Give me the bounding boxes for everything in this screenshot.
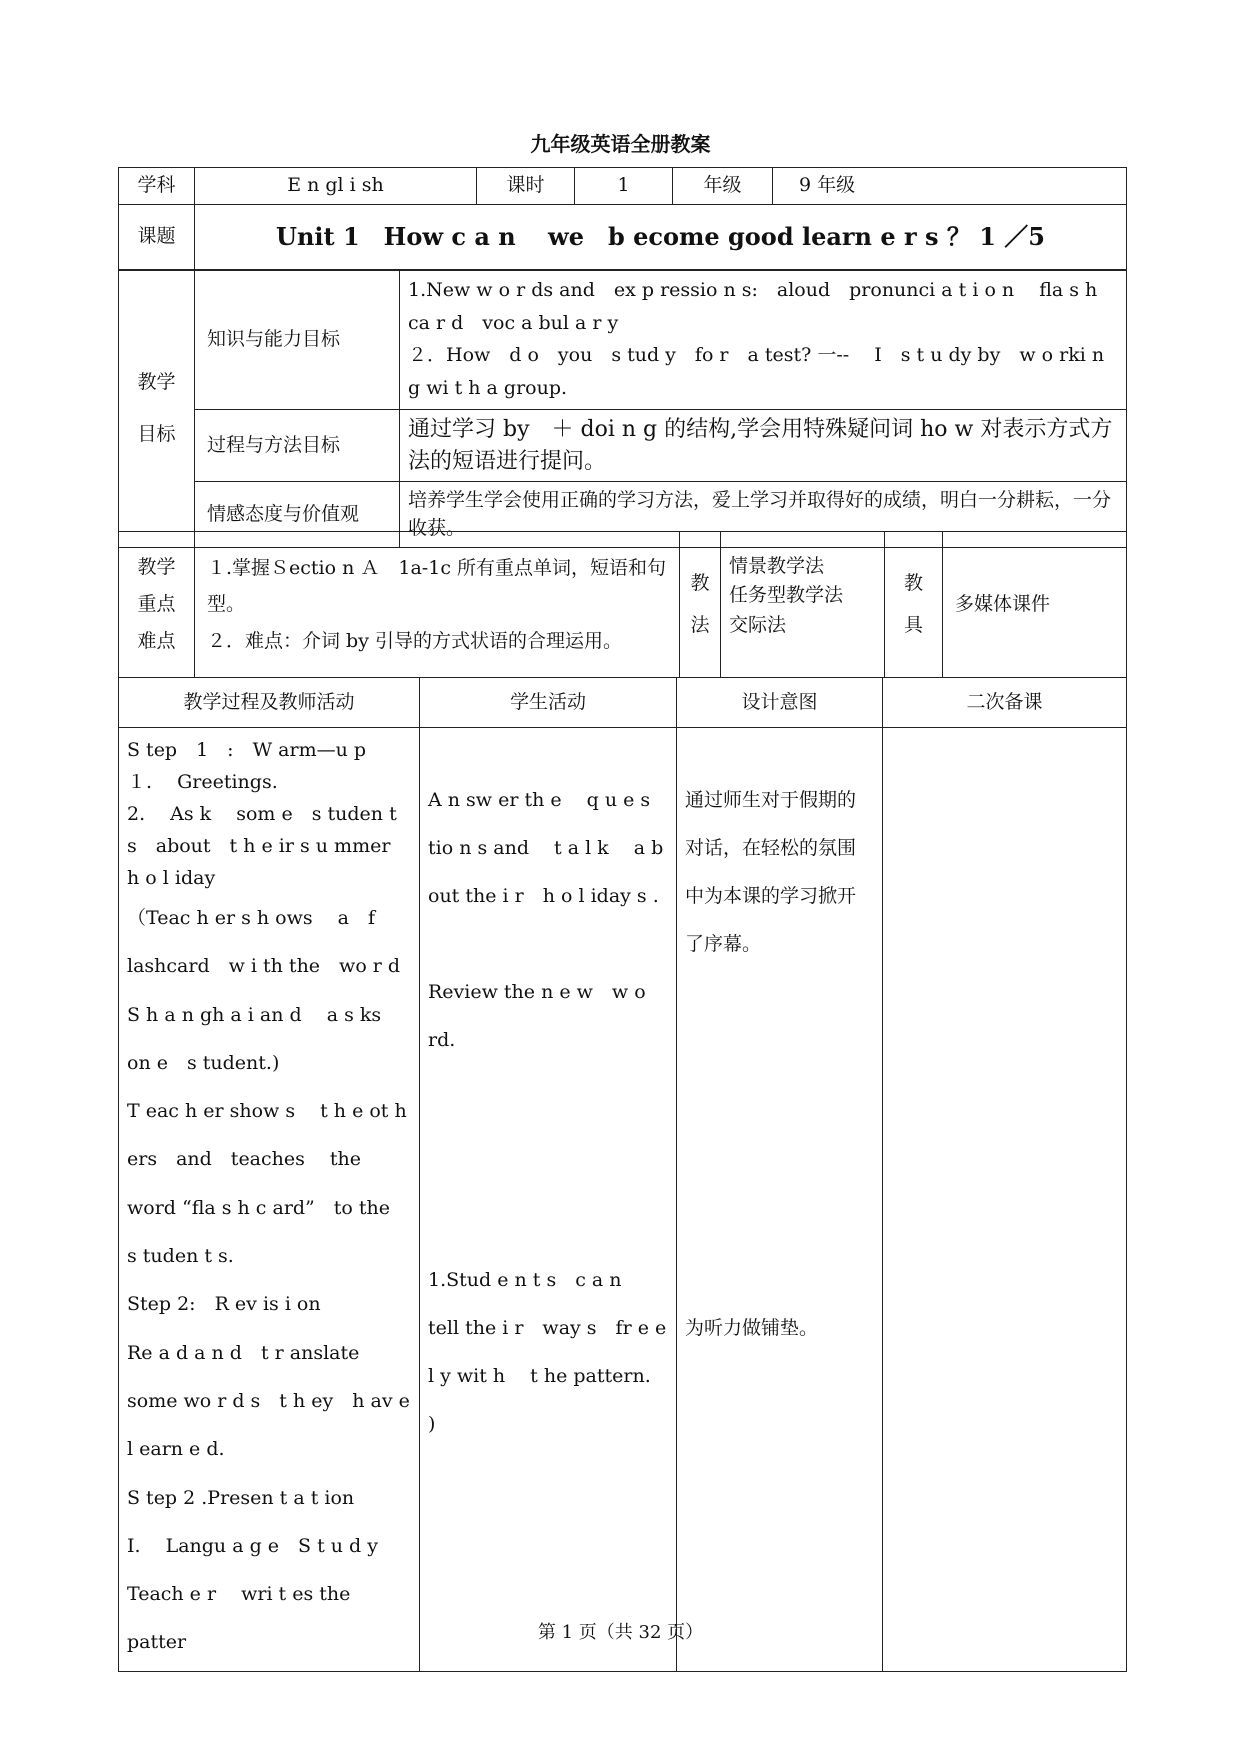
tools-value: 多媒体课件 bbox=[943, 532, 1127, 678]
teacher-line: Step 2: R ev is i on bbox=[127, 1293, 321, 1316]
student-item: Review the n e w w o rd. bbox=[428, 981, 646, 1051]
design-intent bbox=[677, 728, 883, 1672]
teacher-line: S tep 2 .Presen t a t ion bbox=[127, 1486, 355, 1509]
student-item: ) bbox=[428, 1413, 436, 1435]
teacher-line: I. Langu a g e S t u d y bbox=[127, 1534, 378, 1557]
tools-label: 教 具 bbox=[885, 532, 943, 678]
knowledge-text: 1.New w o r ds and ex p ressio n s: aloud pronunci a t i o n fla s h ca r d voc a bul a r y ２．How d o you s tud y fo r a test? 一-- I s t u dy by w o rki n g wi t h a group. bbox=[400, 270, 1127, 410]
col-teacher: 教学过程及教师活动 bbox=[119, 678, 420, 728]
keypoints-label: 教学 重点 难点 bbox=[119, 532, 195, 678]
keypoints-text: １.掌握Ｓectio n Ａ 1a-1c 所有重点单词，短语和句型。 ２．难点：介词 by 引导的方式状语的合理运用。 bbox=[195, 532, 680, 678]
methods: 情景教学法 任务型教学法 交际法 bbox=[721, 532, 885, 678]
period-value: 1 bbox=[575, 168, 673, 205]
method-label: 教 法 bbox=[680, 532, 721, 678]
header-table bbox=[118, 167, 1127, 271]
teacher-line: Teach e r wri t es the patter bbox=[127, 1583, 351, 1654]
teacher-line: （Teac h er s h ows a f lashcard w i th the wo r d S h a n gh a i an d a s ks on e s tudent.) bbox=[127, 907, 420, 1074]
col-backup: 二次备课 bbox=[883, 678, 1127, 728]
backup-notes bbox=[883, 728, 1127, 1672]
topic-label: 课题 bbox=[119, 204, 195, 270]
grade-value: 9 年级 bbox=[773, 168, 1127, 205]
topic-value: Unit 1 How c a n we b ecome good learn e r s ？ 1 ／5 bbox=[195, 204, 1127, 270]
grade-label: 年级 bbox=[673, 168, 773, 205]
process-label: 过程与方法目标 bbox=[195, 409, 400, 482]
student-activities bbox=[420, 728, 677, 1672]
process-text: 通过学习 by ＋ doi n g 的结构,学会用特殊疑问词 ho w 对表示方式方法的短语进行提问。 bbox=[400, 409, 1127, 482]
teacher-line: 2. As k som e s tuden t s about t h e ir s u mmer h o l iday bbox=[127, 803, 410, 889]
teacher-activities bbox=[119, 728, 429, 1672]
subject-label: 学科 bbox=[119, 168, 195, 205]
teacher-line: １. Greetings. bbox=[127, 771, 278, 793]
teacher-line: T eac h er show s t h e ot h ers and teaches the word “fla s h c ard” to the s tuden t s. bbox=[127, 1100, 410, 1268]
design-item: 通过师生对于假期的对话，在轻松的氛围中为本课的学习掀开了序幕。 bbox=[685, 789, 857, 955]
subject-value: E n gl i sh bbox=[195, 168, 477, 205]
teacher-line: Re a d a n d t r anslate some wo r d s t h ey h av e l earn e d. bbox=[127, 1341, 429, 1461]
page-footer: 第 1 页（共 32 页） bbox=[537, 1622, 704, 1643]
objectives-label: 教学 目标 bbox=[119, 270, 195, 548]
col-design: 设计意图 bbox=[677, 678, 883, 728]
student-item: 1.Stud e n t s c a n tell the i r way s fr e e l y wit h t he pattern. bbox=[428, 1269, 667, 1387]
design-item: 为听力做铺垫。 bbox=[685, 1317, 819, 1339]
knowledge-label: 知识与能力目标 bbox=[195, 270, 400, 410]
emotion-text: 培养学生学会使用正确的学习方法，爱上学习并取得好的成绩，明白一分耕耘，一分收获。 bbox=[400, 482, 1127, 548]
process-table bbox=[118, 677, 1127, 1672]
teacher-line: S tep 1 : W arm—u p bbox=[127, 739, 367, 761]
page-title: 九年级英语全册教案 bbox=[530, 132, 711, 156]
student-item: A n sw er th e q u e s tio n s and t a l k a b out the i r h o l iday s . bbox=[428, 789, 664, 907]
emotion-label: 情感态度与价值观 bbox=[195, 482, 400, 548]
keypoints-table bbox=[118, 531, 1127, 678]
col-student: 学生活动 bbox=[420, 678, 677, 728]
period-label: 课时 bbox=[477, 168, 575, 205]
objectives-table bbox=[118, 269, 1127, 548]
